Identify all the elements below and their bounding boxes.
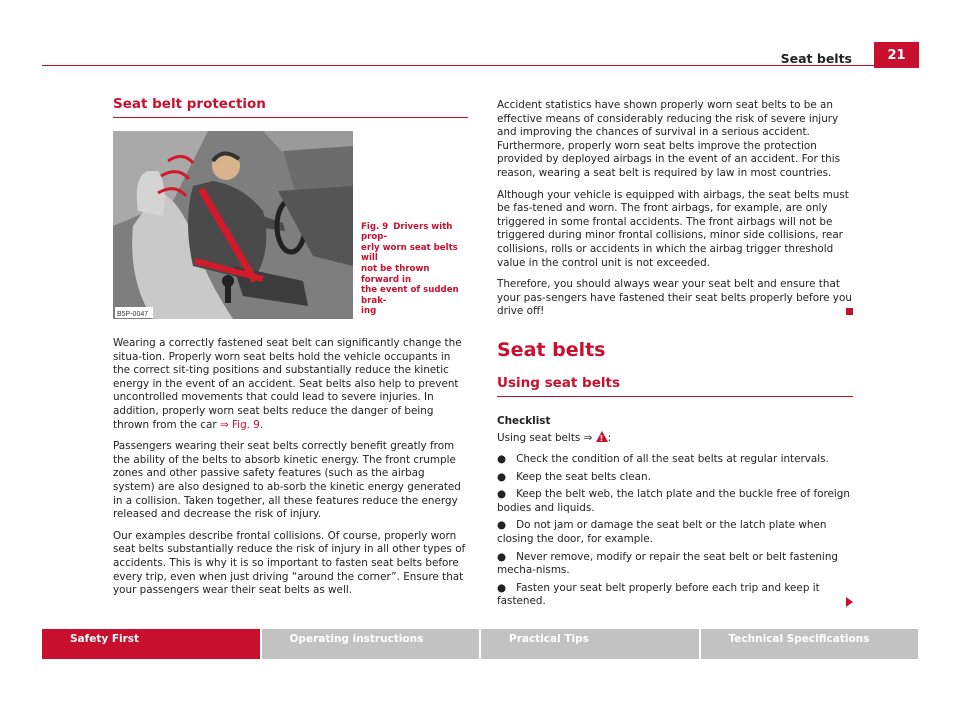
paragraph-text: Therefore, you should always wear your seat belt and ensure that your pas-sengers have fastened their seat belts properly before you drive off! <box>497 278 852 318</box>
left-column <box>113 96 468 606</box>
warning-icon[interactable]: ! <box>596 431 608 442</box>
paragraph <box>497 278 853 319</box>
paragraph: Accident statistics have shown properly worn seat belts to be an effective means of considerably reducing the risk of severe injury and improving the chances of survival in a serious accident. Furthermore, properly worn seat belts improve the protection provided by deployed airbags in the event of an accident. For this reason, wearing a seat belt is required by law in most countries. <box>497 99 841 179</box>
bullet-icon: ● <box>497 453 507 466</box>
tab-safety-first[interactable]: Safety First <box>42 629 262 659</box>
list-item-text: Check the condition of all the seat belts at regular intervals. <box>516 453 829 466</box>
figure-reference-link[interactable]: ⇒ Fig. 9 <box>219 418 260 431</box>
section-end-icon <box>846 308 853 315</box>
checklist <box>497 453 853 609</box>
list-item-text: Keep the belt web, the latch plate and the buckle free of foreign bodies and liquids. <box>497 488 850 514</box>
list-item-text: Keep the seat belts clean. <box>516 470 651 483</box>
footer-nav <box>42 629 918 659</box>
caption-line: ing <box>361 306 377 317</box>
caption-line: erly worn seat belts will <box>361 242 458 264</box>
bullet-icon: ● <box>497 581 507 594</box>
list-item <box>497 471 853 485</box>
bullet-icon: ● <box>497 470 507 483</box>
paragraph: Our examples describe frontal collisions. Of course, properly worn seat belts substantially reduce the risk of injury in all other types of accidents. This is why it is so important to fasten seat belts before every trip, even when just driving “around the corner”. Ensure that your passengers wear their seat belts as well. <box>113 529 466 597</box>
list-item-text: Fasten your seat belt properly before each trip and keep it fastened. <box>497 581 820 608</box>
list-item-text: Do not jam or damage the seat belt or the latch plate when closing the door, for example. <box>497 519 827 546</box>
list-item <box>497 582 853 609</box>
chapter-title: Seat belts <box>497 338 606 361</box>
figure-number: Fig. 9 <box>361 221 389 232</box>
page-number: 21 <box>874 42 919 68</box>
list-item <box>497 453 853 467</box>
running-header-title: Seat belts <box>780 51 852 66</box>
continue-arrow-icon <box>846 597 853 607</box>
figure-code: B5P-0047 <box>117 311 149 318</box>
paragraph-text: Wearing a correctly fastened seat belt can significantly change the situa-tion. Properly worn seat belts hold the vehicle occupants in the correct sit-ting positions and substantially reduce the kinetic energy in the event of an accident. Seat belts also help to prevent uncontrolled movements that could lead to severe injuries. In addition, properly worn seat belts reduce the danger of being thrown from the car <box>113 337 462 431</box>
list-item-text: Never remove, modify or repair the seat belt or belt fastening mecha-nisms. <box>497 550 839 577</box>
list-item <box>497 519 853 546</box>
paragraph <box>113 337 468 432</box>
paragraph: Passengers wearing their seat belts correctly benefit greatly from the ability of the belts to absorb kinetic energy. The front crumple zones and other passive safety features (such as the airbag system) are also designed to ab-sorb the kinetic energy generated in a collision. Taken together, all these features reduce the energy released and decrease the risk of injury. <box>113 440 461 521</box>
caption-line: Drivers with prop- <box>361 221 453 243</box>
tab-technical-specifications[interactable]: Technical Specifications <box>701 629 919 659</box>
list-item <box>497 551 853 578</box>
bullet-icon: ● <box>497 519 507 532</box>
bullet-icon: ● <box>497 488 507 501</box>
caption-line: the event of sudden brak- <box>361 285 459 306</box>
seatbelt-illustration <box>113 131 353 319</box>
paragraph: Although your vehicle is equipped with airbags, the seat belts must be fas-tened and worn. The front airbags, for example, are only triggered in some frontal accidents. The front airbags will not be triggered during minor frontal collisions, minor side collisions, rear collisions, rolls or accidents in which the airbag trigger threshold value in the control unit is not exceeded. <box>497 188 849 269</box>
section-title: Seat belt protection <box>113 96 468 118</box>
figure-9 <box>113 131 468 323</box>
checklist-intro-end: : <box>607 431 612 444</box>
checklist-intro-text: Using seat belts ⇒ <box>497 431 593 444</box>
checklist-label: Checklist <box>497 414 551 427</box>
bullet-icon: ● <box>497 550 507 563</box>
tab-operating-instructions[interactable]: Operating instructions <box>262 629 482 659</box>
paragraph-end: . <box>259 418 264 431</box>
list-item <box>497 488 853 515</box>
caption-line: not be thrown forward in <box>361 264 430 285</box>
figure-caption <box>361 222 468 323</box>
header-rule <box>42 65 874 66</box>
checklist-intro <box>497 431 853 446</box>
right-column <box>497 99 853 613</box>
subsection-title: Using seat belts <box>497 375 853 397</box>
tab-practical-tips[interactable]: Practical Tips <box>481 629 701 659</box>
left-body <box>113 337 468 598</box>
